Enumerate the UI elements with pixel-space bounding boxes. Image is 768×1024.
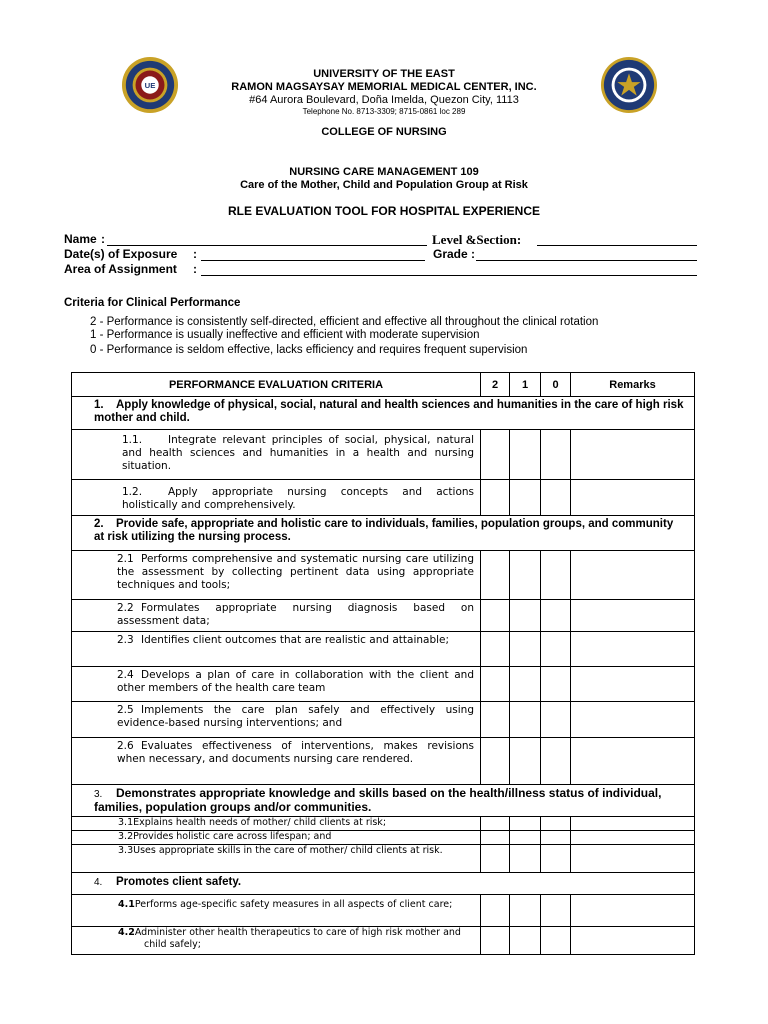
score-1-cell[interactable] bbox=[510, 831, 541, 845]
remarks-cell[interactable] bbox=[571, 430, 695, 480]
score-2-cell[interactable] bbox=[481, 551, 510, 600]
remarks-cell[interactable] bbox=[571, 600, 695, 632]
remarks-cell[interactable] bbox=[571, 831, 695, 845]
score-2-cell[interactable] bbox=[481, 738, 510, 785]
score-0-cell[interactable] bbox=[541, 895, 571, 927]
score-2-cell[interactable] bbox=[481, 430, 510, 480]
telephone: Telephone No. 8713-3309; 8715-0861 loc 289 bbox=[302, 107, 466, 116]
score-1-cell[interactable] bbox=[510, 817, 541, 831]
score-1-cell[interactable] bbox=[510, 632, 541, 667]
score-0-cell[interactable] bbox=[541, 831, 571, 845]
score-0-cell[interactable] bbox=[541, 927, 571, 955]
section-row-4: 4. Promotes client safety. bbox=[72, 873, 695, 895]
table-row: 3.1Explains health needs of mother/ child clients at risk; bbox=[72, 817, 695, 831]
name-input-line[interactable] bbox=[107, 245, 427, 246]
score-1-cell[interactable] bbox=[510, 702, 541, 738]
section-row-1: 1. Apply knowledge of physical, social, natural and health sciences and humanities in the care of high risk mother and child. bbox=[72, 397, 695, 430]
score-0-cell[interactable] bbox=[541, 632, 571, 667]
level-section-input-line[interactable] bbox=[537, 245, 697, 246]
remarks-cell[interactable] bbox=[571, 702, 695, 738]
evaluation-table bbox=[71, 372, 695, 955]
table-row: 1.1. Integrate relevant principles of social, physical, natural and health sciences and humanities in a health and nursing situation. bbox=[72, 430, 695, 480]
medical-center-name: RAMON MAGSAYSAY MEMORIAL MEDICAL CENTER, INC. bbox=[231, 81, 537, 93]
score-2-cell[interactable] bbox=[481, 927, 510, 955]
table-row: 2.3 Identifies client outcomes that are realistic and attainable; bbox=[72, 632, 695, 667]
remarks-cell[interactable] bbox=[571, 480, 695, 516]
criteria-section bbox=[64, 297, 599, 356]
table-row: 2.5 Implements the care plan safely and effectively using evidence-based nursing interventions; and bbox=[72, 702, 695, 738]
remarks-cell[interactable] bbox=[571, 738, 695, 785]
remarks-cell[interactable] bbox=[571, 927, 695, 955]
score-1-cell[interactable] bbox=[510, 845, 541, 873]
table-row: 2.1 Performs comprehensive and systematic nursing care utilizing the assessment by collecting pertinent data using appropriate techniques and tools; bbox=[72, 551, 695, 600]
score-2-cell[interactable] bbox=[481, 845, 510, 873]
seal-left-text: UE bbox=[144, 80, 156, 90]
score-2-cell[interactable] bbox=[481, 632, 510, 667]
score-1-cell[interactable] bbox=[510, 430, 541, 480]
section-3-title: Demonstrates appropriate knowledge and skills based on the health/illness status of individual, families, population groups and/or communities. bbox=[94, 786, 662, 814]
score-0-cell[interactable] bbox=[541, 817, 571, 831]
section-row-3: 3. Demonstrates appropriate knowledge and skills based on the health/illness status of individual, families, population groups and/or communities. bbox=[72, 785, 695, 817]
score-2-cell[interactable] bbox=[481, 702, 510, 738]
score-1-cell[interactable] bbox=[510, 927, 541, 955]
criteria-line-1: 1 - Performance is usually ineffective and efficient with moderate supervision bbox=[90, 329, 480, 341]
grade-input-line[interactable] bbox=[476, 260, 697, 261]
header-remarks: Remarks bbox=[571, 373, 695, 397]
address: #64 Aurora Boulevard, Doña Imelda, Quezon City, 1113 bbox=[249, 94, 519, 106]
remarks-cell[interactable] bbox=[571, 817, 695, 831]
score-0-cell[interactable] bbox=[541, 667, 571, 702]
score-2-cell[interactable] bbox=[481, 600, 510, 632]
score-0-cell[interactable] bbox=[541, 430, 571, 480]
score-1-cell[interactable] bbox=[510, 600, 541, 632]
tool-title: RLE EVALUATION TOOL FOR HOSPITAL EXPERIENCE bbox=[227, 204, 541, 218]
score-1-cell[interactable] bbox=[510, 895, 541, 927]
score-0-cell[interactable] bbox=[541, 480, 571, 516]
table-row: 2.4 Develops a plan of care in collaboration with the client and other members of the health care team bbox=[72, 667, 695, 702]
table-row: 4.2Administer other health therapeutics to care of high risk mother and child safely; bbox=[72, 927, 695, 955]
score-2-cell[interactable] bbox=[481, 667, 510, 702]
header-criteria: PERFORMANCE EVALUATION CRITERIA bbox=[72, 373, 481, 397]
score-0-cell[interactable] bbox=[541, 600, 571, 632]
score-2-cell[interactable] bbox=[481, 817, 510, 831]
score-1-cell[interactable] bbox=[510, 480, 541, 516]
table-row: 1.2. Apply appropriate nursing concepts and actions holistically and comprehensively. bbox=[72, 480, 695, 516]
table-row: 4.1Performs age-specific safety measures in all aspects of client care; bbox=[72, 895, 695, 927]
section-4-title: Promotes client safety. bbox=[116, 876, 242, 888]
score-0-cell[interactable] bbox=[541, 551, 571, 600]
score-2-cell[interactable] bbox=[481, 895, 510, 927]
table-row: 3.2Provides holistic care across lifespan; and bbox=[72, 831, 695, 845]
level-section-label: Level &Section: bbox=[432, 232, 522, 247]
criteria-line-2: 2 - Performance is consistently self-directed, efficient and effective all throughout the clinical rotation bbox=[90, 316, 599, 328]
section-2-title: Provide safe, appropriate and holistic care to individuals, families, population groups, and community at risk utilizing the nursing process. bbox=[94, 518, 674, 543]
dates-input-line[interactable] bbox=[201, 260, 425, 261]
table-row: 2.6 Evaluates effectiveness of interventions, makes revisions when necessary, and documents nursing care rendered. bbox=[72, 738, 695, 785]
section-row-2: 2. Provide safe, appropriate and holistic care to individuals, families, population groups, and community at risk utilizing the nursing process. bbox=[72, 516, 695, 551]
course-title: NURSING CARE MANAGEMENT 109 bbox=[289, 166, 479, 178]
course-subtitle: Care of the Mother, Child and Population Group at Risk bbox=[240, 179, 528, 191]
header-score-2: 2 bbox=[481, 373, 510, 397]
table-row: 3.3Uses appropriate skills in the care of mother/ child clients at risk. bbox=[72, 845, 695, 873]
remarks-cell[interactable] bbox=[571, 632, 695, 667]
header-score-1: 1 bbox=[510, 373, 541, 397]
area-label: Area of Assignment bbox=[64, 262, 177, 276]
area-input-line[interactable] bbox=[201, 275, 697, 276]
remarks-cell[interactable] bbox=[571, 551, 695, 600]
score-1-cell[interactable] bbox=[510, 667, 541, 702]
score-1-cell[interactable] bbox=[510, 738, 541, 785]
section-1-title: Apply knowledge of physical, social, natural and health sciences and humanities in the care of high risk mother and child. bbox=[94, 399, 684, 424]
remarks-cell[interactable] bbox=[571, 845, 695, 873]
score-2-cell[interactable] bbox=[481, 480, 510, 516]
grade-label: Grade bbox=[433, 247, 468, 261]
remarks-cell[interactable] bbox=[571, 895, 695, 927]
name-label: Name bbox=[64, 232, 97, 246]
table-header-row bbox=[72, 373, 695, 397]
score-0-cell[interactable] bbox=[541, 738, 571, 785]
university-name: UNIVERSITY OF THE EAST bbox=[313, 68, 455, 80]
score-0-cell[interactable] bbox=[541, 702, 571, 738]
score-0-cell[interactable] bbox=[541, 845, 571, 873]
remarks-cell[interactable] bbox=[571, 667, 695, 702]
criteria-title: Criteria for Clinical Performance bbox=[64, 297, 241, 309]
table-row: 2.2 Formulates appropriate nursing diagnosis based on assessment data; bbox=[72, 600, 695, 632]
score-1-cell[interactable] bbox=[510, 551, 541, 600]
score-2-cell[interactable] bbox=[481, 831, 510, 845]
dates-label: Date(s) of Exposure bbox=[64, 247, 178, 261]
header-score-0: 0 bbox=[541, 373, 571, 397]
college-name: COLLEGE OF NURSING bbox=[321, 126, 447, 138]
criteria-line-0: 0 - Performance is seldom effective, lacks efficiency and requires frequent supervision bbox=[90, 344, 528, 356]
